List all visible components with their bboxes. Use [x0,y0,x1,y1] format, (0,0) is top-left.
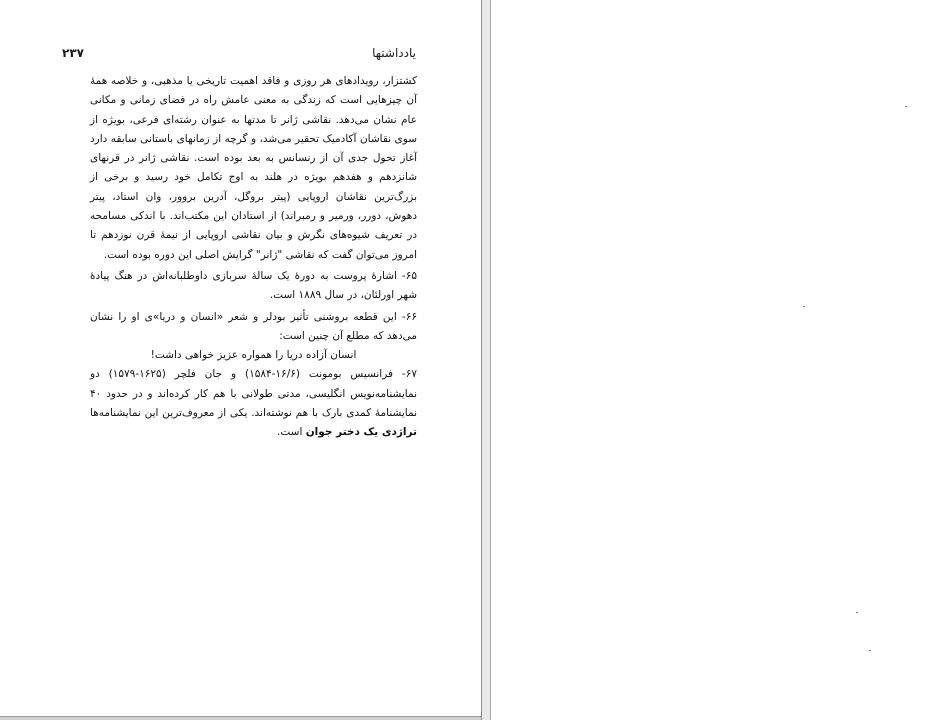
speck-mark [803,306,805,307]
speck-mark [905,106,907,107]
paragraph-genre-painting: کشتزار، رویدادهای هر روزی و فاقد اهمیت تاریخی یا مذهبی، و خلاصه همهٔ آن چیزهایی است که زندگی به معنی عامش راه در فضای زمانی و مکانی عام نشان می‌دهد. نقاشی ژانر تا مدتها به عنوان رشته‌ای فرعی، بویژه از سوی نقاشان آکادمیک تحقیر می‌شد، و گرچه از زمانهای باستانی سابقه دارد آغاز تحول جدی آن از رنسانس به بعد بوده است. نقاشی ژانر در قرنهای شانزدهم و هفدهم بویژه در هلند به اوج تکامل خود رسید و برخی از بزرگ‌ترین نقاشان اروپایی (پیتر بروگل، آدرین بروور، وان استاد، پیتر دهوش، دورر، ورمیر و رمبراند) از استادان این مکتب‌اند. با اندکی مسامحه در تعریف شیوه‌های نگرش و بیان نقاشی اروپایی از نیمهٔ قرن نوزدهم تا امروز می‌توان گفت که نقاشی "ژانر" گرایش اصلی این دوره بوده است. [90,75,417,261]
note-67-text: ۶۷- فرانسیس بومونت (۱۶/۶-۱۵۸۴) و جان فلچر (۱۶۲۵-۱۵۷۹) دو نمایشنامه‌نویس انگلیسی، مدتی طولانی با هم کار کرده‌اند و در حدود ۴۰ نمایشنامهٔ کمدی بارک با هم نوشته‌اند. یکی از معروف‌ترین این نمایشنامه‌ها [90,368,417,420]
note-67-closing: است. [277,426,306,439]
right-page [491,0,929,720]
body-text [90,72,417,443]
play-title: تراژدی یک دختر جوان [305,426,417,439]
note-65: ۶۵- اشارهٔ پروست به دورهٔ یک سالهٔ سربازی داوطلبانه‌اش در هنگ پیادهٔ شهر اورلئان، در سال ۱۸۸۹ است. [90,269,417,302]
page-gutter [481,0,491,720]
page-bottom-edge [0,716,481,720]
poem-line: انسان آزاده دریا را همواره عزیز خواهی داشت! [150,349,357,362]
speck-mark [869,650,871,651]
note-66: ۶۶- این قطعه بروشنی تأثیر بودلر و شعر «انسان و دریا»ی او را نشان می‌دهد که مطلع آن چنین است: [90,310,417,342]
note-67 [90,365,417,442]
running-title: یادداشتها [372,46,416,60]
speck-mark [856,612,858,613]
page-number: ۲۳۷ [62,46,84,60]
page-header [62,46,416,60]
